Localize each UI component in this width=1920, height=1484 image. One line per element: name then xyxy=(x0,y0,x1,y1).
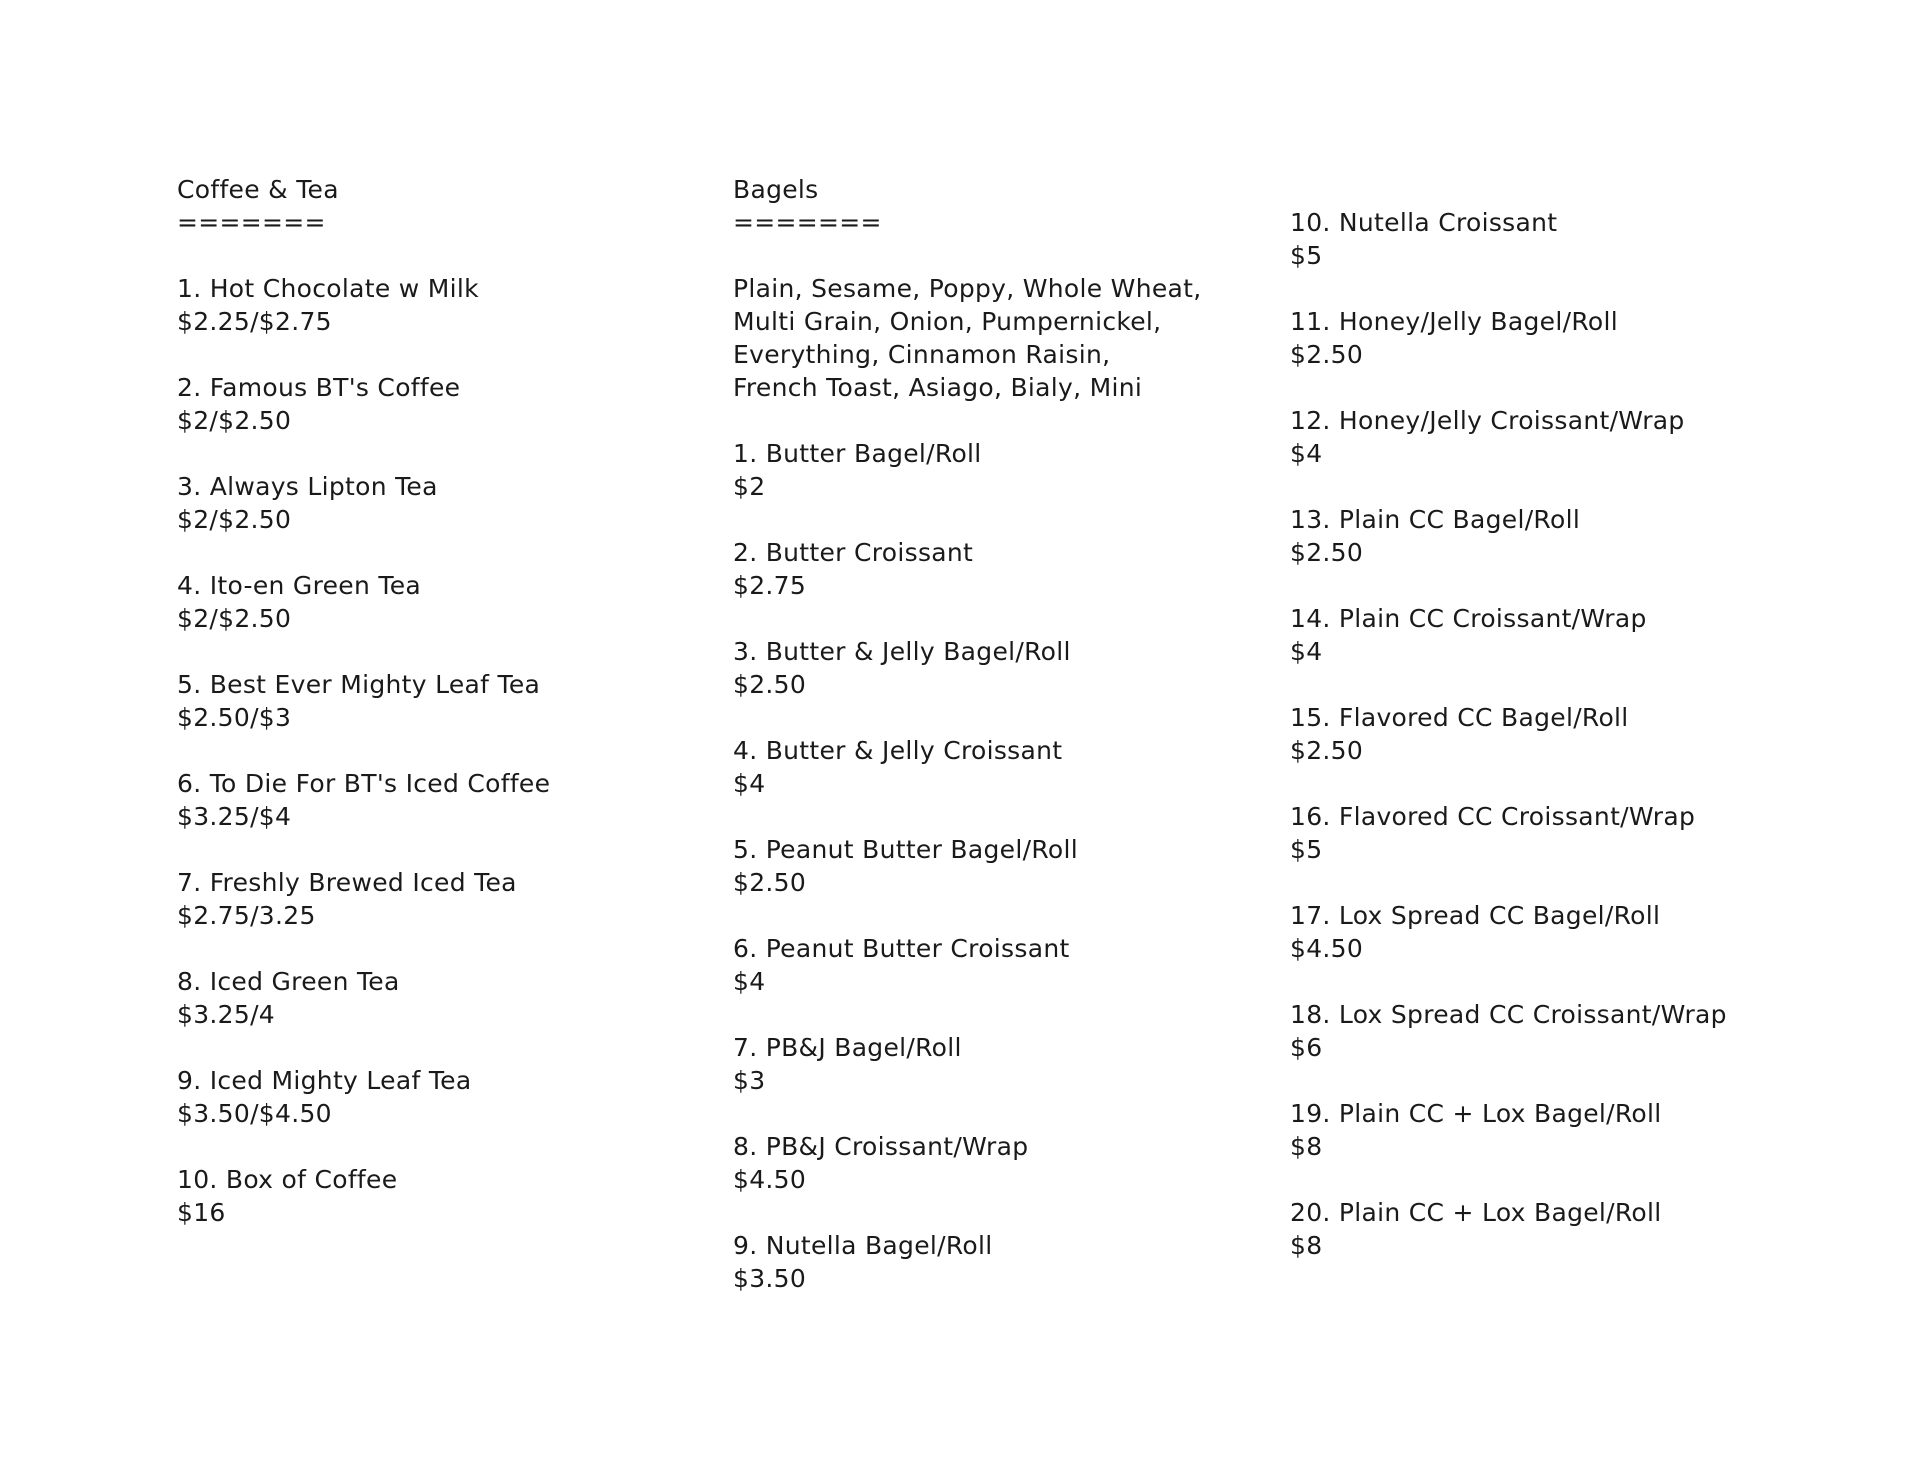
item-name: 12. Honey/Jelly Croissant/Wrap xyxy=(1290,406,1685,435)
menu-item xyxy=(1290,899,1830,965)
item-price: $4.50 xyxy=(1290,934,1364,963)
item-name: 19. Plain CC + Lox Bagel/Roll xyxy=(1290,1099,1662,1128)
item-name: 1. Hot Chocolate w Milk xyxy=(177,274,479,303)
menu-item xyxy=(177,470,717,536)
item-price: $2.50 xyxy=(1290,340,1364,369)
item-price: $2.75 xyxy=(733,571,807,600)
menu-item xyxy=(733,635,1273,701)
item-price: $3 xyxy=(733,1066,766,1095)
coffee-tea-column xyxy=(177,173,717,1262)
item-name: 6. To Die For BT's Iced Coffee xyxy=(177,769,551,798)
menu-item xyxy=(1290,800,1830,866)
menu-item xyxy=(733,734,1273,800)
item-name: 20. Plain CC + Lox Bagel/Roll xyxy=(1290,1198,1662,1227)
item-price: $16 xyxy=(177,1198,226,1227)
item-price: $2 xyxy=(733,472,766,501)
item-price: $2.50 xyxy=(733,868,807,897)
item-price: $2.50 xyxy=(1290,538,1364,567)
menu-item xyxy=(733,833,1273,899)
item-price: $4 xyxy=(1290,637,1323,666)
item-name: 15. Flavored CC Bagel/Roll xyxy=(1290,703,1629,732)
spacer xyxy=(177,239,717,272)
menu-item xyxy=(177,1163,717,1229)
item-price: $5 xyxy=(1290,835,1323,864)
menu-item xyxy=(1290,998,1830,1064)
varieties-line: Multi Grain, Onion, Pumpernickel, xyxy=(733,307,1162,336)
menu-item xyxy=(1290,1196,1830,1262)
item-price: $5 xyxy=(1290,241,1323,270)
item-price: $2.75/3.25 xyxy=(177,901,316,930)
item-price: $4.50 xyxy=(733,1165,807,1194)
item-price: $2.50 xyxy=(733,670,807,699)
menu-item xyxy=(177,272,717,338)
item-price: $4 xyxy=(733,769,766,798)
menu-item xyxy=(1290,1097,1830,1163)
menu-item xyxy=(733,536,1273,602)
item-name: 17. Lox Spread CC Bagel/Roll xyxy=(1290,901,1661,930)
menu-item xyxy=(1290,701,1830,767)
item-name: 9. Nutella Bagel/Roll xyxy=(733,1231,993,1260)
item-price: $3.25/4 xyxy=(177,1000,275,1029)
item-name: 13. Plain CC Bagel/Roll xyxy=(1290,505,1581,534)
spacer xyxy=(733,239,1273,272)
menu-item xyxy=(177,767,717,833)
item-price: $8 xyxy=(1290,1231,1323,1260)
menu-item xyxy=(1290,404,1830,470)
menu-item xyxy=(177,668,717,734)
item-price: $4 xyxy=(1290,439,1323,468)
item-name: 2. Famous BT's Coffee xyxy=(177,373,461,402)
item-name: 5. Peanut Butter Bagel/Roll xyxy=(733,835,1078,864)
menu-item xyxy=(733,437,1273,503)
item-name: 8. PB&J Croissant/Wrap xyxy=(733,1132,1029,1161)
item-price: $2.50/$3 xyxy=(177,703,292,732)
item-name: 4. Ito-en Green Tea xyxy=(177,571,422,600)
item-price: $3.50/$4.50 xyxy=(177,1099,332,1128)
bagels-heading: Bagels xyxy=(733,175,819,204)
item-name: 2. Butter Croissant xyxy=(733,538,974,567)
item-price: $2/$2.50 xyxy=(177,406,292,435)
menu-item xyxy=(733,932,1273,998)
item-name: 1. Butter Bagel/Roll xyxy=(733,439,982,468)
menu-item xyxy=(733,1130,1273,1196)
menu-item xyxy=(177,866,717,932)
item-price: $2.50 xyxy=(1290,736,1364,765)
item-price: $2/$2.50 xyxy=(177,505,292,534)
item-name: 10. Box of Coffee xyxy=(177,1165,398,1194)
coffee-tea-rule: ======= xyxy=(177,208,326,237)
menu-item xyxy=(177,371,717,437)
item-price: $2/$2.50 xyxy=(177,604,292,633)
menu-item xyxy=(733,1031,1273,1097)
bagels-rule: ======= xyxy=(733,208,882,237)
varieties-line: Everything, Cinnamon Raisin, xyxy=(733,340,1111,369)
menu-item xyxy=(177,569,717,635)
item-name: 7. Freshly Brewed Iced Tea xyxy=(177,868,517,897)
item-price: $3.50 xyxy=(733,1264,807,1293)
item-price: $8 xyxy=(1290,1132,1323,1161)
item-name: 11. Honey/Jelly Bagel/Roll xyxy=(1290,307,1618,336)
varieties-line: Plain, Sesame, Poppy, Whole Wheat, xyxy=(733,274,1202,303)
item-name: 9. Iced Mighty Leaf Tea xyxy=(177,1066,472,1095)
menu-item xyxy=(1290,206,1830,272)
item-name: 14. Plain CC Croissant/Wrap xyxy=(1290,604,1647,633)
bagels-column xyxy=(733,173,1273,1328)
item-price: $3.25/$4 xyxy=(177,802,292,831)
item-name: 8. Iced Green Tea xyxy=(177,967,400,996)
menu-item xyxy=(733,1229,1273,1295)
item-name: 7. PB&J Bagel/Roll xyxy=(733,1033,962,1062)
item-name: 16. Flavored CC Croissant/Wrap xyxy=(1290,802,1696,831)
item-price: $2.25/$2.75 xyxy=(177,307,332,336)
item-name: 3. Butter & Jelly Bagel/Roll xyxy=(733,637,1071,666)
item-name: 6. Peanut Butter Croissant xyxy=(733,934,1070,963)
item-name: 3. Always Lipton Tea xyxy=(177,472,438,501)
menu-item xyxy=(1290,602,1830,668)
coffee-tea-heading: Coffee & Tea xyxy=(177,175,339,204)
item-name: 4. Butter & Jelly Croissant xyxy=(733,736,1063,765)
item-name: 18. Lox Spread CC Croissant/Wrap xyxy=(1290,1000,1727,1029)
item-name: 5. Best Ever Mighty Leaf Tea xyxy=(177,670,541,699)
menu-item xyxy=(1290,305,1830,371)
menu-item xyxy=(177,965,717,1031)
item-price: $4 xyxy=(733,967,766,996)
menu-item xyxy=(1290,503,1830,569)
varieties-line: French Toast, Asiago, Bialy, Mini xyxy=(733,373,1143,402)
bagels-continued-column xyxy=(1290,206,1830,1295)
bagel-varieties xyxy=(733,272,1273,404)
item-price: $6 xyxy=(1290,1033,1323,1062)
item-name: 10. Nutella Croissant xyxy=(1290,208,1558,237)
menu-item xyxy=(177,1064,717,1130)
